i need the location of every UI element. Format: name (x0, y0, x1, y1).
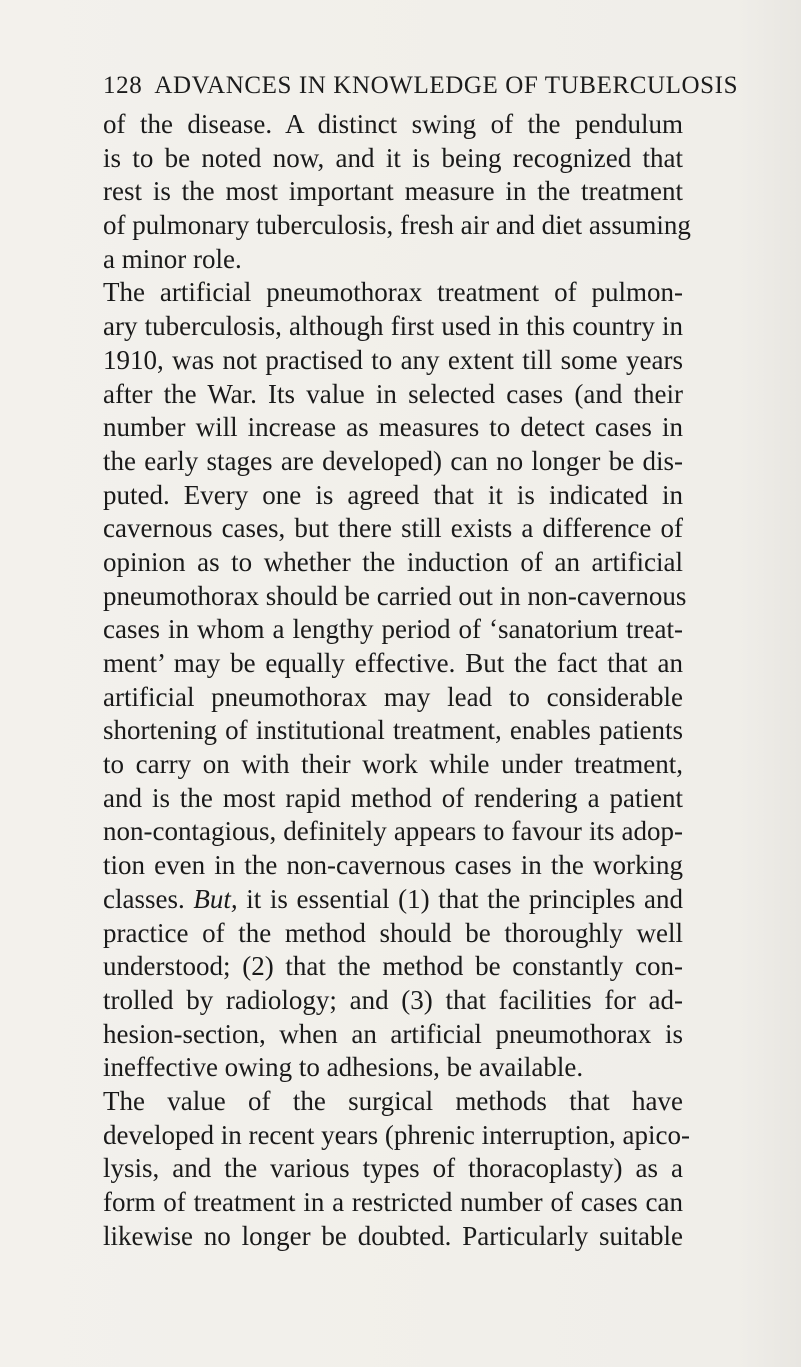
text-line: the early stages are developed) can no longer be dis- (103, 445, 683, 476)
text-line (103, 883, 683, 917)
text-line: understood; (2) that the method be constantly con- (103, 951, 683, 982)
text-line: practice of the method should be thoroughly well (103, 917, 683, 948)
text-line: form of treatment in a restricted number of cases can (103, 1187, 683, 1217)
text-line: The value of the surgical methods that have (103, 1085, 683, 1116)
text-line: ineffective owing to adhesions, be available. (103, 1052, 584, 1083)
text-line: non-contagious, definitely appears to favour its adop- (103, 816, 683, 847)
text-line: artificial pneumothorax may lead to considerable (103, 681, 683, 712)
text-line: shortening of institutional treatment, enables patients (103, 715, 683, 746)
text-line: to carry on with their work while under treatment, (103, 749, 683, 780)
text-line: number will increase as measures to detect cases in (103, 412, 683, 443)
text-line: and is the most rapid method of rendering a patient (103, 782, 683, 813)
text-line: The artificial pneumothorax treatment of pulmon- (103, 277, 683, 308)
text-line: developed in recent years (phrenic interruption, apico- (103, 1119, 690, 1150)
text-line: 1910, was not practised to any extent till some years (103, 344, 683, 375)
body-text (103, 108, 691, 1253)
text-line: a minor role. (103, 243, 242, 274)
text-line: likewise no longer be doubted. Particularly suitable (103, 1220, 683, 1251)
text-line: after the War. Its value in selected cases (and their (103, 378, 683, 409)
text-line: pneumothorax should be carried out in non-cavernous (103, 580, 687, 611)
text-line: puted. Every one is agreed that it is indicated in (103, 479, 683, 510)
text-line: ment’ may be equally effective. But the fact that an (103, 648, 683, 678)
text-line: lysis, and the various types of thoracoplasty) as a (103, 1153, 683, 1184)
text-line: tion even in the non-cavernous cases in the working (103, 850, 683, 881)
italic-word: But, (193, 883, 238, 914)
text-line: of the disease. A distinct swing of the pendulum (103, 109, 683, 139)
text-line: rest is the most important measure in the treatment (103, 176, 683, 207)
page-number: 128 (103, 72, 143, 99)
text-line: ary tuberculosis, although first used in this country in (103, 311, 683, 342)
text-line: opinion as to whether the induction of an artificial (103, 546, 683, 577)
text-line: of pulmonary tuberculosis, fresh air and diet assuming (103, 210, 691, 241)
text-fragment: it is essential (1) that the principles and (246, 883, 683, 914)
running-head (103, 72, 738, 100)
text-line: cases in whom a lengthy period of ‘sanatorium treat- (103, 614, 683, 645)
text-line: is to be noted now, and it is being recognized that (103, 142, 683, 173)
running-title: ADVANCES IN KNOWLEDGE OF TUBERCULOSIS (154, 72, 739, 99)
text-line: cavernous cases, but there still exists a difference of (103, 513, 683, 544)
text-line: hesion-section, when an artificial pneumothorax is (103, 1018, 683, 1049)
text-line: trolled by radiology; and (3) that facilities for ad- (103, 984, 683, 1015)
text-fragment: classes. (103, 883, 185, 914)
